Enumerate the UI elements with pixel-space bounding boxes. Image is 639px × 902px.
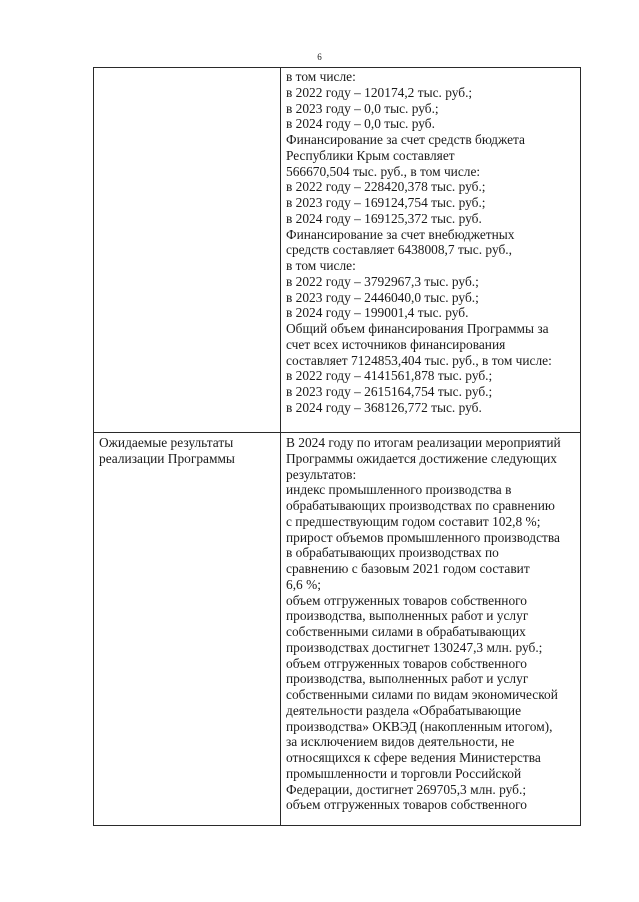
financing-label: [94, 68, 280, 432]
expected-results-text-line: с предшествующим годом составит 102,8 %;: [286, 513, 541, 529]
expected-results-text-line: производствах достигнет 130247,3 млн. руб.;: [286, 639, 543, 655]
expected-results-text-line: результатов:: [286, 466, 357, 482]
expected-results-text-line: индекс промышленного производства в: [286, 482, 512, 498]
financing-text-line: в 2023 году – 2615164,754 тыс. руб.;: [286, 384, 493, 399]
expected-results-text-line: производства, выполненных работ и услуг: [286, 608, 529, 624]
expected-results-text-line: Федерации, достигнет 269705,3 млн. руб.;: [286, 781, 527, 797]
expected-results-text-line: объем отгруженных товаров собственного: [286, 592, 527, 608]
financing-text-line: в 2022 году – 228420,378 тыс. руб.;: [286, 179, 486, 195]
expected-results-content: [281, 433, 580, 825]
expected-results-text-line: В 2024 году по итогам реализации мероприятий: [286, 435, 561, 450]
financing-label-cell: [94, 68, 281, 433]
expected-results-text-line: собственными силами по видам экономической: [286, 687, 558, 702]
financing-text-line: Финансирование за счет средств бюджета: [286, 132, 525, 147]
expected-results-label-line: Ожидаемые результаты: [99, 435, 234, 450]
expected-results-text-line: производства, выполненных работ и услуг: [286, 671, 529, 687]
financing-text-line: в 2024 году – 0,0 тыс. руб.: [286, 116, 435, 132]
financing-text-line: Республики Крым составляет: [286, 147, 455, 163]
expected-results-text-line: в обрабатывающих производствах по: [286, 545, 499, 561]
financing-content: [281, 68, 580, 432]
expected-results-text-line: промышленности и торговли Российской: [286, 765, 522, 781]
expected-results-label-line: реализации Программы: [99, 450, 235, 466]
expected-results-text-line: собственными силами в обрабатывающих: [286, 624, 526, 639]
financing-text-line: средств составляет 6438008,7 тыс. руб.,: [286, 242, 512, 258]
financing-text-line: Финансирование за счет внебюджетных: [286, 226, 515, 242]
financing-text-line: в 2022 году – 4141561,878 тыс. руб.;: [286, 368, 493, 384]
expected-results-text-line: объем отгруженных товаров собственного: [286, 655, 527, 671]
table-row-financing: [94, 68, 581, 433]
financing-text-line: в 2022 году – 3792967,3 тыс. руб.;: [286, 273, 479, 289]
expected-results-label: [94, 433, 280, 825]
financing-text-line: в 2023 году – 0,0 тыс. руб.;: [286, 100, 439, 116]
financing-text-line: в 2023 году – 169124,754 тыс. руб.;: [286, 195, 486, 210]
expected-results-content-cell: [281, 433, 581, 826]
financing-text-line: в 2023 году – 2446040,0 тыс. руб.;: [286, 289, 479, 305]
financing-text-line: в 2024 году – 199001,4 тыс. руб.: [286, 305, 469, 321]
page-number: 6: [317, 52, 322, 62]
financing-content-cell: [281, 68, 581, 433]
financing-text-line: в 2024 году – 368126,772 тыс. руб.: [286, 399, 482, 415]
expected-results-text-line: относящихся к сфере ведения Министерства: [286, 750, 541, 765]
program-passport-table: [93, 67, 581, 826]
expected-results-text-line: 6,6 %;: [286, 576, 321, 592]
financing-text-line: в том числе:: [286, 258, 356, 273]
expected-results-text-line: деятельности раздела «Обрабатывающие: [286, 702, 522, 718]
financing-text-line: в 2024 году – 169125,372 тыс. руб.: [286, 210, 482, 226]
financing-text-line: составляет 7124853,404 тыс. руб., в том числе:: [286, 352, 552, 368]
expected-results-text-line: за исключением видов деятельности, не: [286, 734, 515, 750]
expected-results-text-line: Программы ожидается достижение следующих: [286, 450, 557, 466]
financing-text-line: 566670,504 тыс. руб., в том числе:: [286, 163, 481, 179]
financing-text-line: счет всех источников финансирования: [286, 336, 506, 352]
expected-results-text-line: производства» ОКВЭД (накопленным итогом),: [286, 718, 553, 734]
expected-results-text-line: сравнению с базовым 2021 годом составит: [286, 561, 530, 576]
expected-results-text-line: прирост объемов промышленного производства: [286, 529, 560, 545]
table-row-expected-results: [94, 433, 581, 826]
expected-results-text-line: обрабатывающих производствах по сравнению: [286, 498, 555, 513]
expected-results-text-line: объем отгруженных товаров собственного: [286, 797, 527, 813]
financing-text-line: в том числе:: [286, 69, 356, 84]
financing-text-line: в 2022 году – 120174,2 тыс. руб.;: [286, 84, 473, 100]
financing-text-line: Общий объем финансирования Программы за: [286, 321, 549, 336]
expected-results-label-cell: [94, 433, 281, 826]
